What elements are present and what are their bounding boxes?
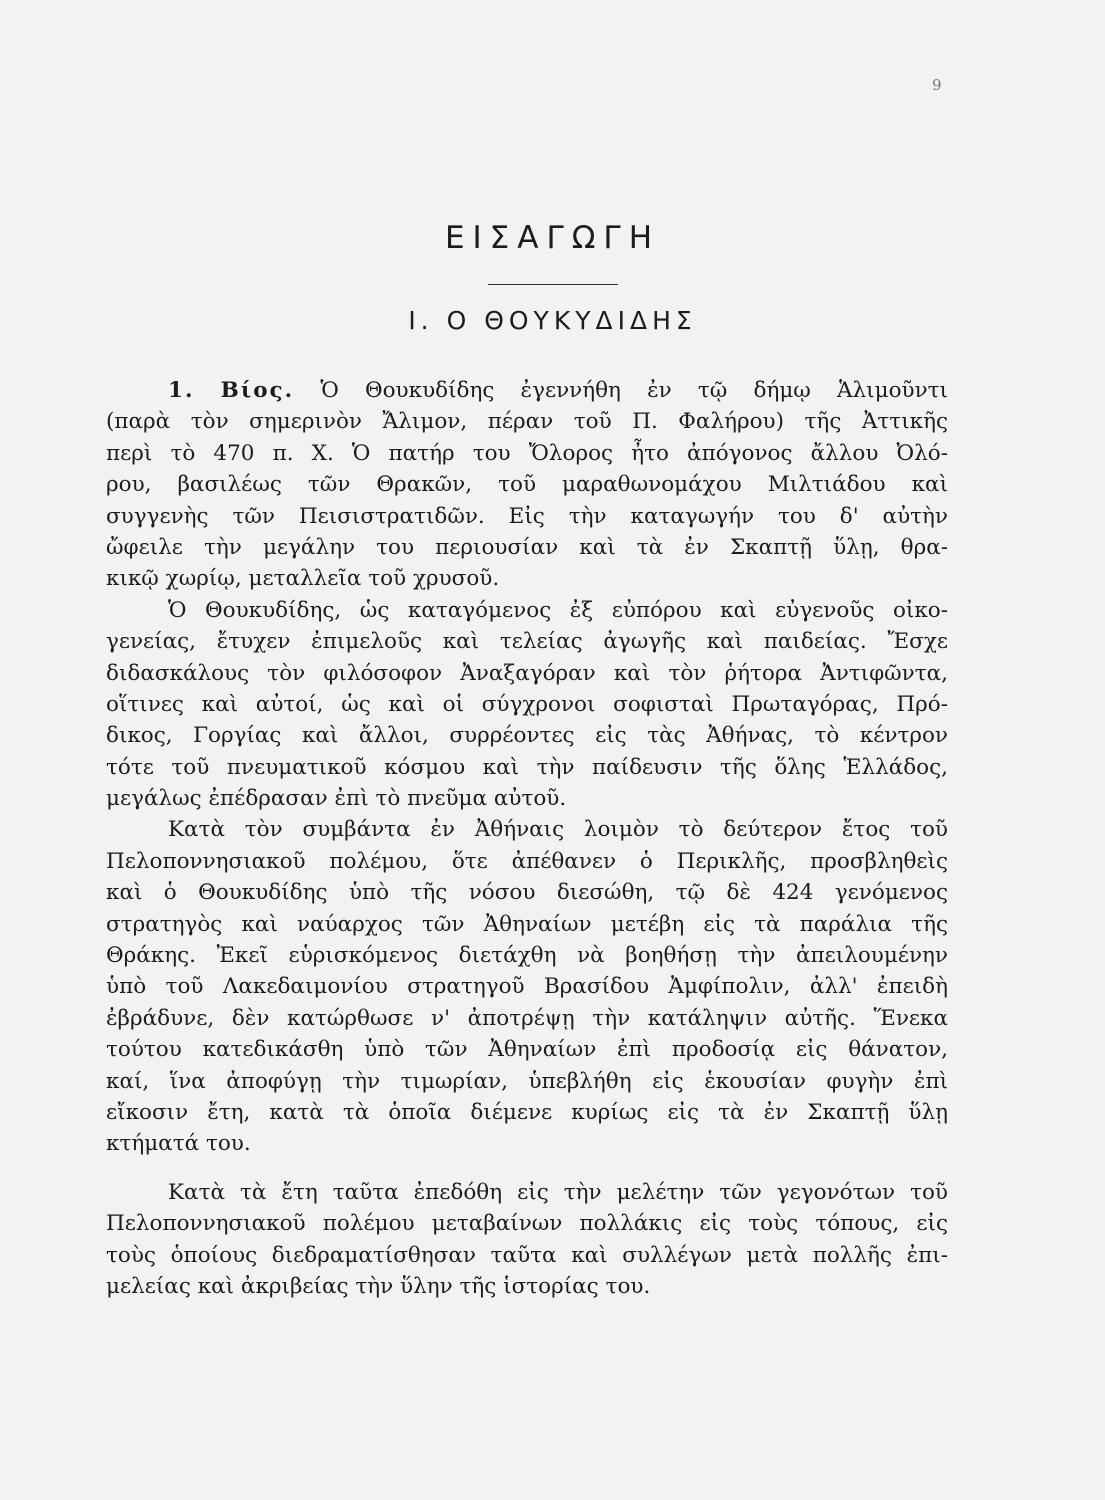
section-number: 1.: [168, 378, 195, 403]
text-line: μεγάλως ἐπέδρασαν ἐπὶ τὸ πνεῦμα αὐτοῦ.: [106, 786, 567, 812]
text-line: στρατηγὸς καὶ ναύαρχος τῶν Ἀθηναίων μετέβη εἰς τὰ παράλια τῆς: [106, 911, 948, 937]
text-line: δικος, Γοργίας καὶ ἄλλοι, συρρέοντες εἰς τὰς Ἀθήνας, τὸ κέντρον: [106, 723, 948, 749]
text-line: κικῷ χωρίῳ, μεταλλεῖα τοῦ χρυσοῦ.: [106, 566, 500, 592]
title-rule: [488, 284, 618, 285]
text-line: τοὺς ὁποίους διεδραματίσθησαν ταῦτα καὶ συλλέγων μετὰ πολλῆς ἐπι-: [106, 1242, 948, 1268]
text-line: συγγενὴς τῶν Πεισιστρατιδῶν. Εἰς τὴν καταγωγήν του δ' αὐτὴν: [106, 503, 948, 529]
text-line: μελείας καὶ ἀκριβείας τὴν ὕλην τῆς ἱστορίας του.: [106, 1273, 651, 1299]
text-line: διδασκάλους τὸν φιλόσοφον Ἀναξαγόραν καὶ τὸν ῥήτορα Ἀντιφῶντα,: [106, 660, 948, 686]
text-line: τότε τοῦ πνευματικοῦ κόσμου καὶ τὴν παίδευσιν τῆς ὅλης Ἑλλάδος,: [106, 754, 948, 780]
text-line: ὑπὸ τοῦ Λακεδαιμονίου στρατηγοῦ Βρασίδου Ἀμφίπολιν, ἀλλ' ἐπειδὴ: [106, 974, 948, 1000]
text-line: κτήματά του.: [106, 1131, 251, 1157]
text-line: (παρὰ τὸν σημερινὸν Ἄλιμον, πέραν τοῦ Π. Φαλήρου) τῆς Ἀττικῆς: [106, 409, 948, 435]
chapter-title: ΕΙΣΑΓΩΓΗ: [444, 220, 661, 256]
text-line: Ὁ Θουκυδίδης, ὡς καταγόμενος ἐξ εὐπόρου καὶ εὐγενοῦς οἰκο-: [168, 597, 948, 623]
text-line: Κατὰ τὰ ἔτη ταῦτα ἐπεδόθη εἰς τὴν μελέτην τῶν γεγονότων τοῦ: [168, 1179, 948, 1205]
text-line: Κατὰ τὸν συμβάντα ἐν Ἀθήναις λοιμὸν τὸ δεύτερον ἔτος τοῦ: [168, 817, 948, 843]
text-line: καὶ ὁ Θουκυδίδης ὑπὸ τῆς νόσου διεσώθη, τῷ δὲ 424 γενόμενος: [106, 880, 948, 906]
page-number: 9: [932, 76, 942, 94]
body-text: [106, 375, 948, 1302]
text-line: τούτου κατεδικάσθη ὑπὸ τῶν Ἀθηναίων ἐπὶ προδοσίᾳ εἰς θάνατον,: [106, 1037, 948, 1063]
section-title: Ι. Ο ΘΟΥΚΥΔΙΔΗΣ: [408, 306, 697, 335]
text-line: οἵτινες καὶ αὐτοί, ὡς καὶ οἱ σύγχρονοι σοφισταὶ Πρωταγόρας, Πρό-: [106, 691, 948, 717]
text-line: [106, 375, 948, 406]
section-label: Βίος.: [220, 378, 295, 403]
text-line: ἐβράδυνε, δὲν κατώρθωσε ν' ἀποτρέψῃ τὴν κατάληψιν αὐτῆς. Ἕνεκα: [106, 1005, 948, 1031]
text-line: εἴκοσιν ἔτη, κατὰ τὰ ὁποῖα διέμενε κυρίως εἰς τὰ ἐν Σκαπτῇ ὕλῃ: [106, 1099, 948, 1125]
text-line: γενείας, ἔτυχεν ἐπιμελοῦς καὶ τελείας ἀγωγῆς καὶ παιδείας. Ἔσχε: [106, 629, 948, 655]
text-line: Πελοποννησιακοῦ πολέμου, ὅτε ἀπέθανεν ὁ Περικλῆς, προσβληθεὶς: [106, 848, 948, 874]
text-line: ρου, βασιλέως τῶν Θρακῶν, τοῦ μαραθωνομάχου Μιλτιάδου καὶ: [106, 472, 948, 498]
text-line: ὤφειλε τὴν μεγάλην του περιουσίαν καὶ τὰ ἐν Σκαπτῇ ὕλῃ, θρα-: [106, 534, 948, 560]
text-line: περὶ τὸ 470 π. Χ. Ὁ πατήρ του Ὄλορος ἦτο ἀπόγονος ἄλλου Ὀλό-: [106, 440, 948, 466]
line-text: Ὁ Θουκυδίδης ἐγεννήθη ἐν τῷ δήμῳ Ἁλιμοῦντι: [320, 378, 948, 403]
text-line: Πελοποννησιακοῦ πολέμου μεταβαίνων πολλάκις εἰς τοὺς τόπους, εἰς: [106, 1211, 948, 1237]
text-line: καί, ἵνα ἀποφύγῃ τὴν τιμωρίαν, ὑπεβλήθη εἰς ἑκουσίαν φυγὴν ἐπὶ: [106, 1068, 948, 1094]
text-line: Θράκης. Ἐκεῖ εὑρισκόμενος διετάχθη νὰ βοηθήσῃ τὴν ἀπειλουμένην: [106, 943, 948, 969]
